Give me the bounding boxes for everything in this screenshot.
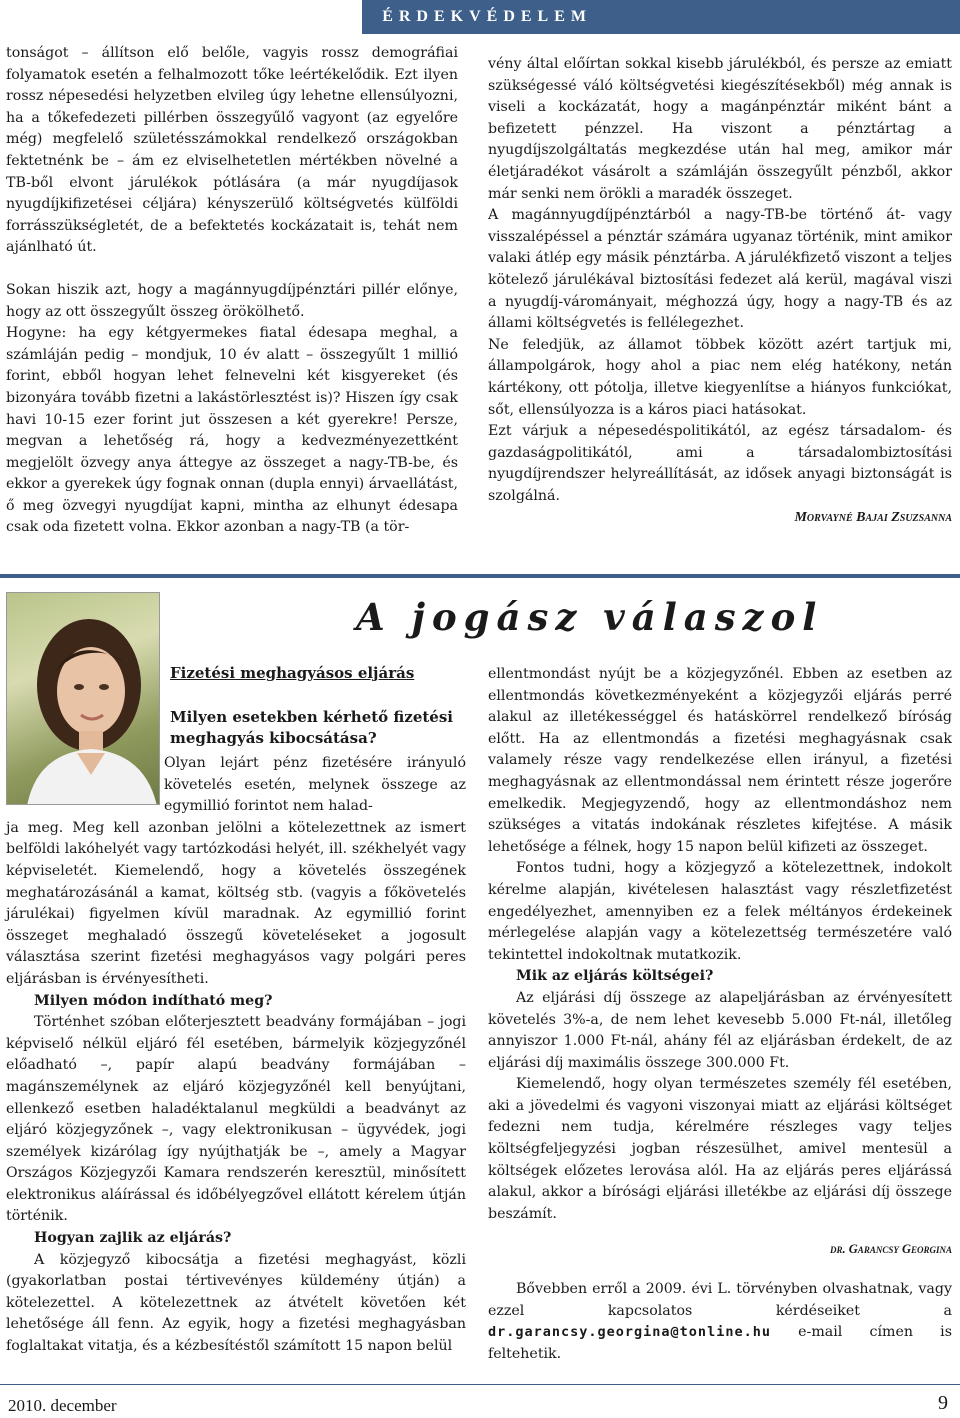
author-signature: dr. Garancsy Georgina (830, 1242, 952, 1257)
paragraph: A közjegyző kibocsátja a fizetési meghagyást, közli (gyakorlatban postai tértivevényes küldemény útján) a kötelezettel. A kötelezettnek az átvételt követően két lehetősége áll fenn. Az egyik, hogy a fizetési meghagyásban foglaltakat vitatja, és a kézbesítéstől számított 15 napon belül (6, 1251, 466, 1355)
paragraph: Ne feledjük, az államot többek között azért tartjuk mi, állampolgárok, hogy ahol a piac nem elég hatékony, netán kártékony, ott pótolja, illetve kiegyenlítse a hiányos funkciókat, sőt, ellensúlyozza is a káros piaci hatásokat. (488, 336, 952, 418)
section-header-bar (362, 0, 960, 34)
legal-right-column (488, 664, 952, 1365)
closing-suffix: e-mail címen is feltehetik. (488, 1324, 952, 1362)
closing-text: Bővebben erről a 2009. évi L. törvényben olvashatnak, vagy ezzel kapcsolatos kérdéseiket a (488, 1281, 952, 1319)
section-divider (0, 574, 960, 578)
closing-paragraph (488, 1279, 952, 1365)
legal-left-column (6, 753, 466, 1358)
column-title: A jogász válaszol (356, 595, 824, 639)
paragraph: Fontos tudni, hogy a közjegyző a kötelezettnek, indokolt kérelme alapján, kivételesen halasztást vagy részletfizetést engedélyezhet, amennyiben ez a felek méltányos érdekeinek mérlegelése alapján vagy a kötelezettség természetére való tekintettel indokoltnak mutatkozik. (488, 860, 952, 963)
answer-intro: Olyan lejárt pénz fizetésére irányuló követelés esetén, melynek összege az egymillió forintot nem halad- (164, 755, 466, 815)
paragraph: Kiemelendő, hogy olyan természetes személy fél esetében, aki a jövedelmi és vagyoni viszonyai miatt az eljárási költséget fedezni nem tudja, kérelmére részleges vagy teljes költségfeljegyzési jogban részesülhet, amivel mentesül a költségek előzetes lerovása alól. Ha az eljárás peres eljárássá alakul, akkor a bírósági eljárási illetékbe az eljárási díj összege beszámít. (488, 1076, 952, 1222)
question-heading: Milyen módon indítható meg? (34, 992, 273, 1009)
section-label: ÉRDEKVÉDELEM (382, 8, 592, 25)
paragraph: ja meg. Meg kell azonban jelölni a kötelezettnek az ismert belföldi lakóhelyét vagy tartózkodási helyét, ill. székhelyét vagy képviseletét. Kiemelendő, hogy a követelés összegének meghatározásánál a kamat, költség stb. (vagyis a főkövetelés járulékai) figyelmen kívül maradnak. Az egymillió forint összeget meghaladó összegű követeléseket a jogosult választása szerint fizetési meghagyásos vagy polgári peres eljárásban is érvényesítheti. (6, 819, 466, 987)
top-article-left-column (6, 43, 458, 539)
paragraph: Ezt várjuk a népesedéspolitikától, az egész társadalom- és gazdaságpolitikától, ami a társadalombiztosítási nyugdíjrendszer helyreállítását, az idősek anyagi biztonságát is szolgálná. (488, 423, 952, 504)
author-signature: Morvayné Bajai Zsuzsanna (794, 510, 952, 526)
paragraph: Történhet szóban előterjesztett beadvány formájában – jogi képviselő nélkül eljáró fél esetében, bármelyik közjegyzőnél előadható –, papír alapú beadvány formájában – magánszemélynek az eljáró közjegyzőnél kell benyújtani, ellenkező esetben haladéktalanul megküldi a beadványt az eljáró közjegyzőnek –, vagy elektronikusan – ügyvédek, jogi személyek kizárólag így nyújthatják be –, amely a Magyar Országos Közjegyzői Kamara rendszerén keresztül, minősített elektronikus aláírással és időbélyegzővel ellátott kérelem útján történik. (6, 1014, 466, 1225)
section-title: Fizetési meghagyásos eljárás (170, 664, 415, 682)
question-heading: Hogyan zajlik az eljárás? (34, 1230, 232, 1247)
paragraph: vény által előírtan sokkal kisebb járulékból, és persze az emiatt szükségessé váló költségvetési kiegészítésekből) még annak is viseli a kockázatát, hogy a magánpénztár miként bánt a befizetett pénzzel. Ha viszont a pénztártag a nyugdíjszolgáltatás megkezdése után hal meg, amikor már életjáradékot vásárolt a számláján összegyűlt pénzből, akkor már senki nem örökli a maradék összeget. (488, 56, 952, 202)
footer-rule (0, 1384, 960, 1385)
paragraph: A magánnyugdíjpénztárból a nagy-TB-be történő át- vagy visszalépéssel a pénztár számára ugyanaz történik, mint amikor valaki átlép egy másik pénztárba. A járulékfizető viszont a teljes kötelező járulékával biztosítási fedezet alá kerül, magával viszi a nyugdíj-várományait, méghozzá úgy, hogy a nagy-TB és az állami költségvetés is fellélegezhet. (488, 207, 952, 332)
paragraph: Az eljárási díj összege az alapeljárásban az érvényesített követelés 3%-a, de nem lehet kevesebb 5.000 Ft-nál, illetőleg annyiszor 1.000 Ft-nál, ahány fél az eljárásban érdekelt, de az eljárási díj maximális összege 300.000 Ft. (488, 989, 952, 1071)
paragraph: tonságot – állítson elő belőle, vagyis rossz demográfiai folyamatok esetén a felhalmozott tőke leértékelődik. Ezt ilyen rossz népesedési helyzetben elvileg úgy lehetne ellensúlyozni, ha a tőkefedezeti pillérben összegyűlő vagyont (az egyelőre még) megfelelő születésszámokkal rendelkező országokban fektetnénk be – ám ez elviselhetetlen mértékben növelné a TB-ből elvont járulékok pótlására (a már nyugdíjasok nyugdíjkifizetései céljára) kényszerülő költségvetés külföldi forrásszükségletét, de a befektetés kockázatait is, tehát nem ajánlható út. (6, 45, 458, 256)
paragraph: Sokan hiszik azt, hogy a magánnyugdíjpénztári pillér előnye, hogy az ott összegyűlt összeg örökölhető. (6, 281, 458, 320)
paragraph: ellentmondást nyújt be a közjegyzőnél. Ebben az esetben az ellentmondás következményeként a közjegyzői eljárás perré alakul az illetékességgel és hatáskörrel rendelkező bíróság előtt. Ha az ellentmondás a fizetési meghagyásnak csak valamely része vagy rendelkezése ellen irányul, a fizetési meghagyásnak az ellentmondással nem érintett része jogerőre emelkedik. Megjegyzendő, hogy az ellentmondáshoz nem szükséges a vitatás indokának részletes kifejtése. A másik lehetősége a félnek, hogy 15 napon belül kifizeti az összeget. (488, 666, 952, 855)
top-article-right-column (488, 54, 952, 529)
paragraph: Hogyne: ha egy kétgyermekes fiatal édesapa meghal, a számláján pedig – mondjuk, 10 év alatt – összegyűlt 1 millió forint, ebből hogyan lehet felnevelni két kisgyereket (és bizonyára tovább fizetni a lakástörlesztést is)? Hiszen így csak havi 10-15 ezer forint jut összesen a két gyerekre! Persze, megvan a lehetőség rá, hogy a kedvezményezettként megjelölt özvegy anya áttegye az összeget a nagy-TB-be, és ekkor a gyerekek úgy fognak onnan (dupla ennyi) árvaellátást, ő meg özvegyi nyugdíjat kapni, mintha az elhunyt édesapa csak oda fizetett volna. Ekkor azonban a nagy-TB (a tör- (6, 325, 458, 536)
question-heading: Mik az eljárás költségei? (516, 968, 714, 985)
issue-date: 2010. december (8, 1396, 117, 1415)
page-number: 9 (938, 1392, 948, 1414)
question-heading: Milyen esetekben kérhető fizetési meghagyás kibocsátása? (170, 708, 453, 747)
email-link[interactable]: dr.garancsy.georgina@tonline.hu (488, 1324, 771, 1341)
